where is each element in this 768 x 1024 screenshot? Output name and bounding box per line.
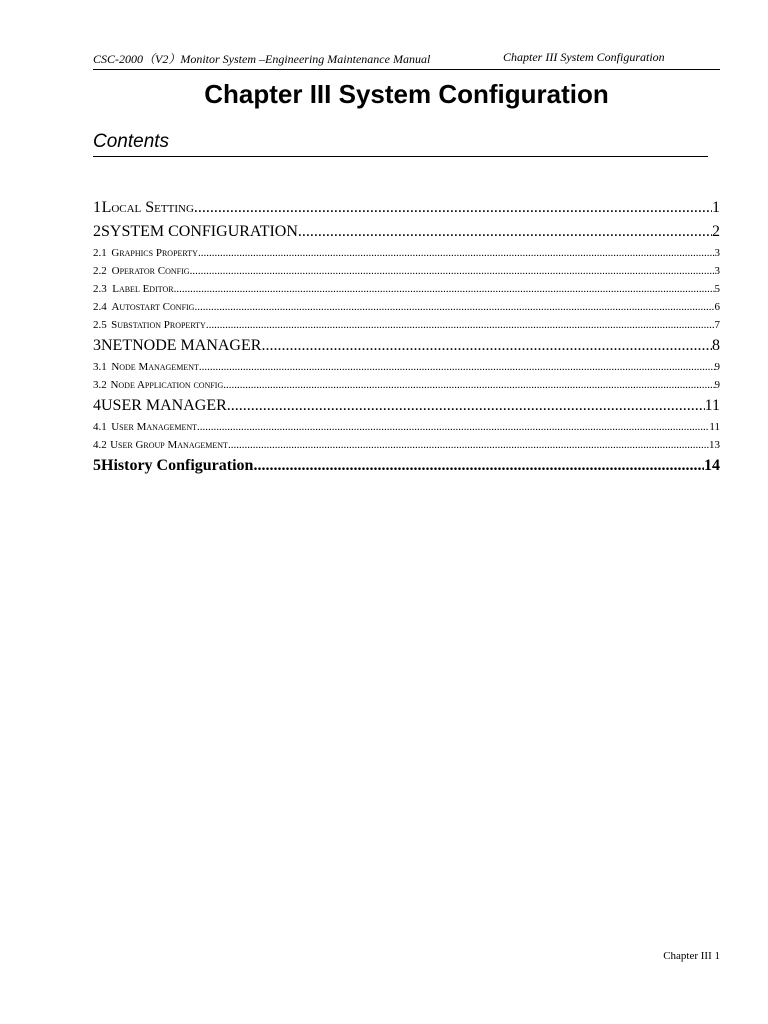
- toc-leader-dots: [227, 394, 705, 418]
- running-header: [93, 50, 720, 70]
- toc-entry-label: User Management: [111, 421, 198, 433]
- toc-entry-number: 4.1: [93, 421, 107, 433]
- toc-entry-label: Node Application config: [110, 379, 224, 391]
- toc-entry-node-application-config[interactable]: [93, 376, 720, 394]
- toc-entry-label: USER MANAGER: [101, 397, 227, 414]
- toc-entry-number: 3.2: [93, 379, 107, 391]
- toc-entry-graphics-property[interactable]: [93, 244, 720, 262]
- toc-leader-dots: [194, 298, 714, 316]
- toc-entry-page: 5: [714, 283, 720, 295]
- toc-entry-page: 9: [714, 361, 720, 373]
- toc-leader-dots: [197, 418, 709, 436]
- toc-entry-page: 1: [712, 199, 720, 216]
- toc-entry-page: 6: [714, 301, 720, 313]
- toc-entry-number: 2.3: [93, 283, 107, 295]
- toc-leader-dots: [253, 454, 704, 478]
- toc-entry-node-management[interactable]: [93, 358, 720, 376]
- toc-leader-dots: [298, 220, 712, 244]
- toc-leader-dots: [198, 244, 715, 262]
- toc-entry-page: 11: [704, 397, 720, 414]
- page-footer: Chapter III 1: [663, 950, 720, 962]
- toc-entry-page: 8: [712, 337, 720, 354]
- chapter-title: Chapter III System Configuration: [204, 79, 609, 109]
- toc-leader-dots: [228, 436, 709, 454]
- toc-entry-page: 3: [714, 265, 720, 277]
- toc-entry-system-configuration[interactable]: [93, 220, 720, 244]
- toc-entry-label: Local Setting: [101, 199, 194, 216]
- toc-entry-number: 2: [93, 223, 101, 240]
- toc-entry-page: 11: [709, 421, 720, 433]
- toc-entry-user-manager[interactable]: [93, 394, 720, 418]
- toc-entry-number: 2.4: [93, 301, 107, 313]
- toc-entry-label: History Configuration: [101, 457, 254, 474]
- toc-entry-netnode-manager[interactable]: [93, 334, 720, 358]
- toc-entry-number: 2.5: [93, 319, 107, 331]
- toc-entry-page: 13: [709, 439, 720, 451]
- running-header-manual-title: CSC-2000（V2）Monitor System –Engineering Maintenance Manual: [93, 52, 431, 66]
- toc-entry-page: 3: [714, 247, 720, 259]
- toc-entry-number: 5: [93, 457, 101, 474]
- toc-leader-dots: [261, 334, 712, 358]
- toc-leader-dots: [206, 316, 715, 334]
- toc-leader-dots: [190, 262, 715, 280]
- toc-entry-autostart-config[interactable]: [93, 298, 720, 316]
- running-header-chapter: Chapter III System Configuration: [503, 50, 665, 64]
- toc-entry-page: 14: [704, 457, 720, 474]
- toc-entry-label: Operator Config: [111, 265, 190, 277]
- toc-entry-number: 3.1: [93, 361, 107, 373]
- toc-leader-dots: [199, 358, 715, 376]
- toc-entry-label: Label Editor: [112, 283, 174, 295]
- toc-entry-label: Substation Property: [111, 319, 206, 331]
- toc-entry-number: 3: [93, 337, 101, 354]
- toc-leader-dots: [174, 280, 715, 298]
- toc-entry-label-editor[interactable]: [93, 280, 720, 298]
- toc-entry-operator-config[interactable]: [93, 262, 720, 280]
- toc-entry-label: Node Management: [111, 361, 199, 373]
- toc-entry-label: SYSTEM CONFIGURATION: [101, 223, 298, 240]
- toc-entry-local-setting[interactable]: [93, 196, 720, 220]
- toc-entry-user-group-management[interactable]: [93, 436, 720, 454]
- table-of-contents: [93, 196, 720, 478]
- toc-entry-label: Autostart Config: [111, 301, 195, 313]
- toc-entry-label: Graphics Property: [111, 247, 198, 259]
- toc-entry-page: 7: [714, 319, 720, 331]
- toc-entry-page: 2: [712, 223, 720, 240]
- toc-entry-history-configuration[interactable]: [93, 454, 720, 478]
- toc-leader-dots: [223, 376, 714, 394]
- toc-entry-page: 9: [714, 379, 720, 391]
- toc-entry-number: 4.2: [93, 439, 107, 451]
- toc-entry-number: 2.2: [93, 265, 107, 277]
- toc-entry-number: 1: [93, 199, 101, 216]
- toc-entry-user-management[interactable]: [93, 418, 720, 436]
- toc-leader-dots: [194, 196, 712, 220]
- toc-entry-label: NETNODE MANAGER: [101, 337, 262, 354]
- contents-heading: Contents: [93, 131, 708, 157]
- toc-entry-number: 2.1: [93, 247, 107, 259]
- toc-entry-substation-property[interactable]: [93, 316, 720, 334]
- toc-entry-number: 4: [93, 397, 101, 414]
- toc-entry-label: User Group Management: [110, 439, 228, 451]
